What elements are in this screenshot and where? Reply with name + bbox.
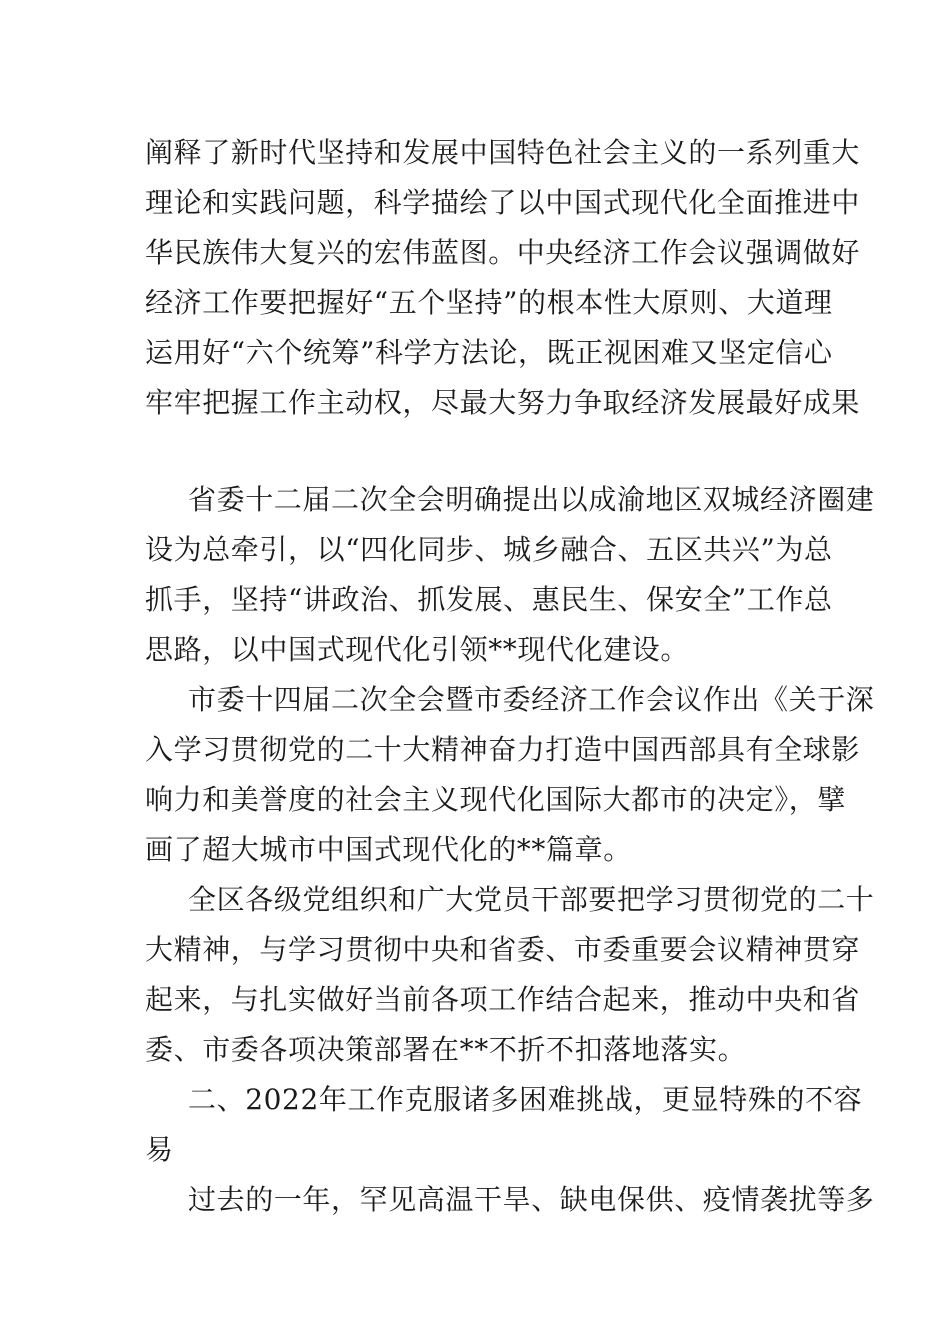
paragraph-line: 大精神，与学习贯彻中央和省委、市委重要会议精神贯穿 [145, 933, 861, 966]
paragraph-line: 全区各级党组织和广大党员干部要把学习贯彻党的二十 [188, 883, 875, 916]
section-heading-line: 易 [145, 1133, 174, 1166]
paragraph-line: 响力和美誉度的社会主义现代化国际大都市的决定》，擘 [145, 783, 847, 816]
paragraph-line: 运用好“六个统筹”科学方法论，既正视困难又坚定信心 [145, 336, 833, 369]
paragraph-line: 入学习贯彻党的二十大精神奋力打造中国西部具有全球影 [145, 733, 861, 766]
paragraph-line: 过去的一年，罕见高温干旱、缺电保供、疫情袭扰等多 [188, 1183, 875, 1216]
paragraph-line: 画了超大城市中国式现代化的**篇章。 [145, 833, 632, 866]
paragraph-line: 牢牢把握工作主动权，尽最大努力争取经济发展最好成果 [145, 386, 861, 419]
paragraph-line: 思路，以中国式现代化引领**现代化建设。 [145, 633, 690, 666]
paragraph-line: 委、市委各项决策部署在**不折不扣落地落实。 [145, 1033, 747, 1066]
section-heading-line: 二、2022年工作克服诸多困难挑战，更显特殊的不容 [188, 1083, 863, 1116]
paragraph-line: 经济工作要把握好“五个坚持”的根本性大原则、大道理 [145, 286, 833, 319]
paragraph-line: 阐释了新时代坚持和发展中国特色社会主义的一系列重大 [145, 136, 861, 169]
paragraph-line: 起来，与扎实做好当前各项工作结合起来，推动中央和省 [145, 983, 861, 1016]
paragraph-line: 理论和实践问题，科学描绘了以中国式现代化全面推进中 [145, 186, 861, 219]
paragraph-line: 省委十二届二次全会明确提出以成渝地区双城经济圈建 [188, 483, 875, 516]
paragraph-line: 华民族伟大复兴的宏伟蓝图。中央经济工作会议强调做好 [145, 236, 861, 269]
paragraph-line: 设为总牵引，以“四化同步、城乡融合、五区共兴”为总 [145, 533, 833, 566]
paragraph-line: 市委十四届二次全会暨市委经济工作会议作出《关于深 [188, 683, 875, 716]
paragraph-line: 抓手，坚持“讲政治、抓发展、惠民生、保安全”工作总 [145, 583, 833, 616]
